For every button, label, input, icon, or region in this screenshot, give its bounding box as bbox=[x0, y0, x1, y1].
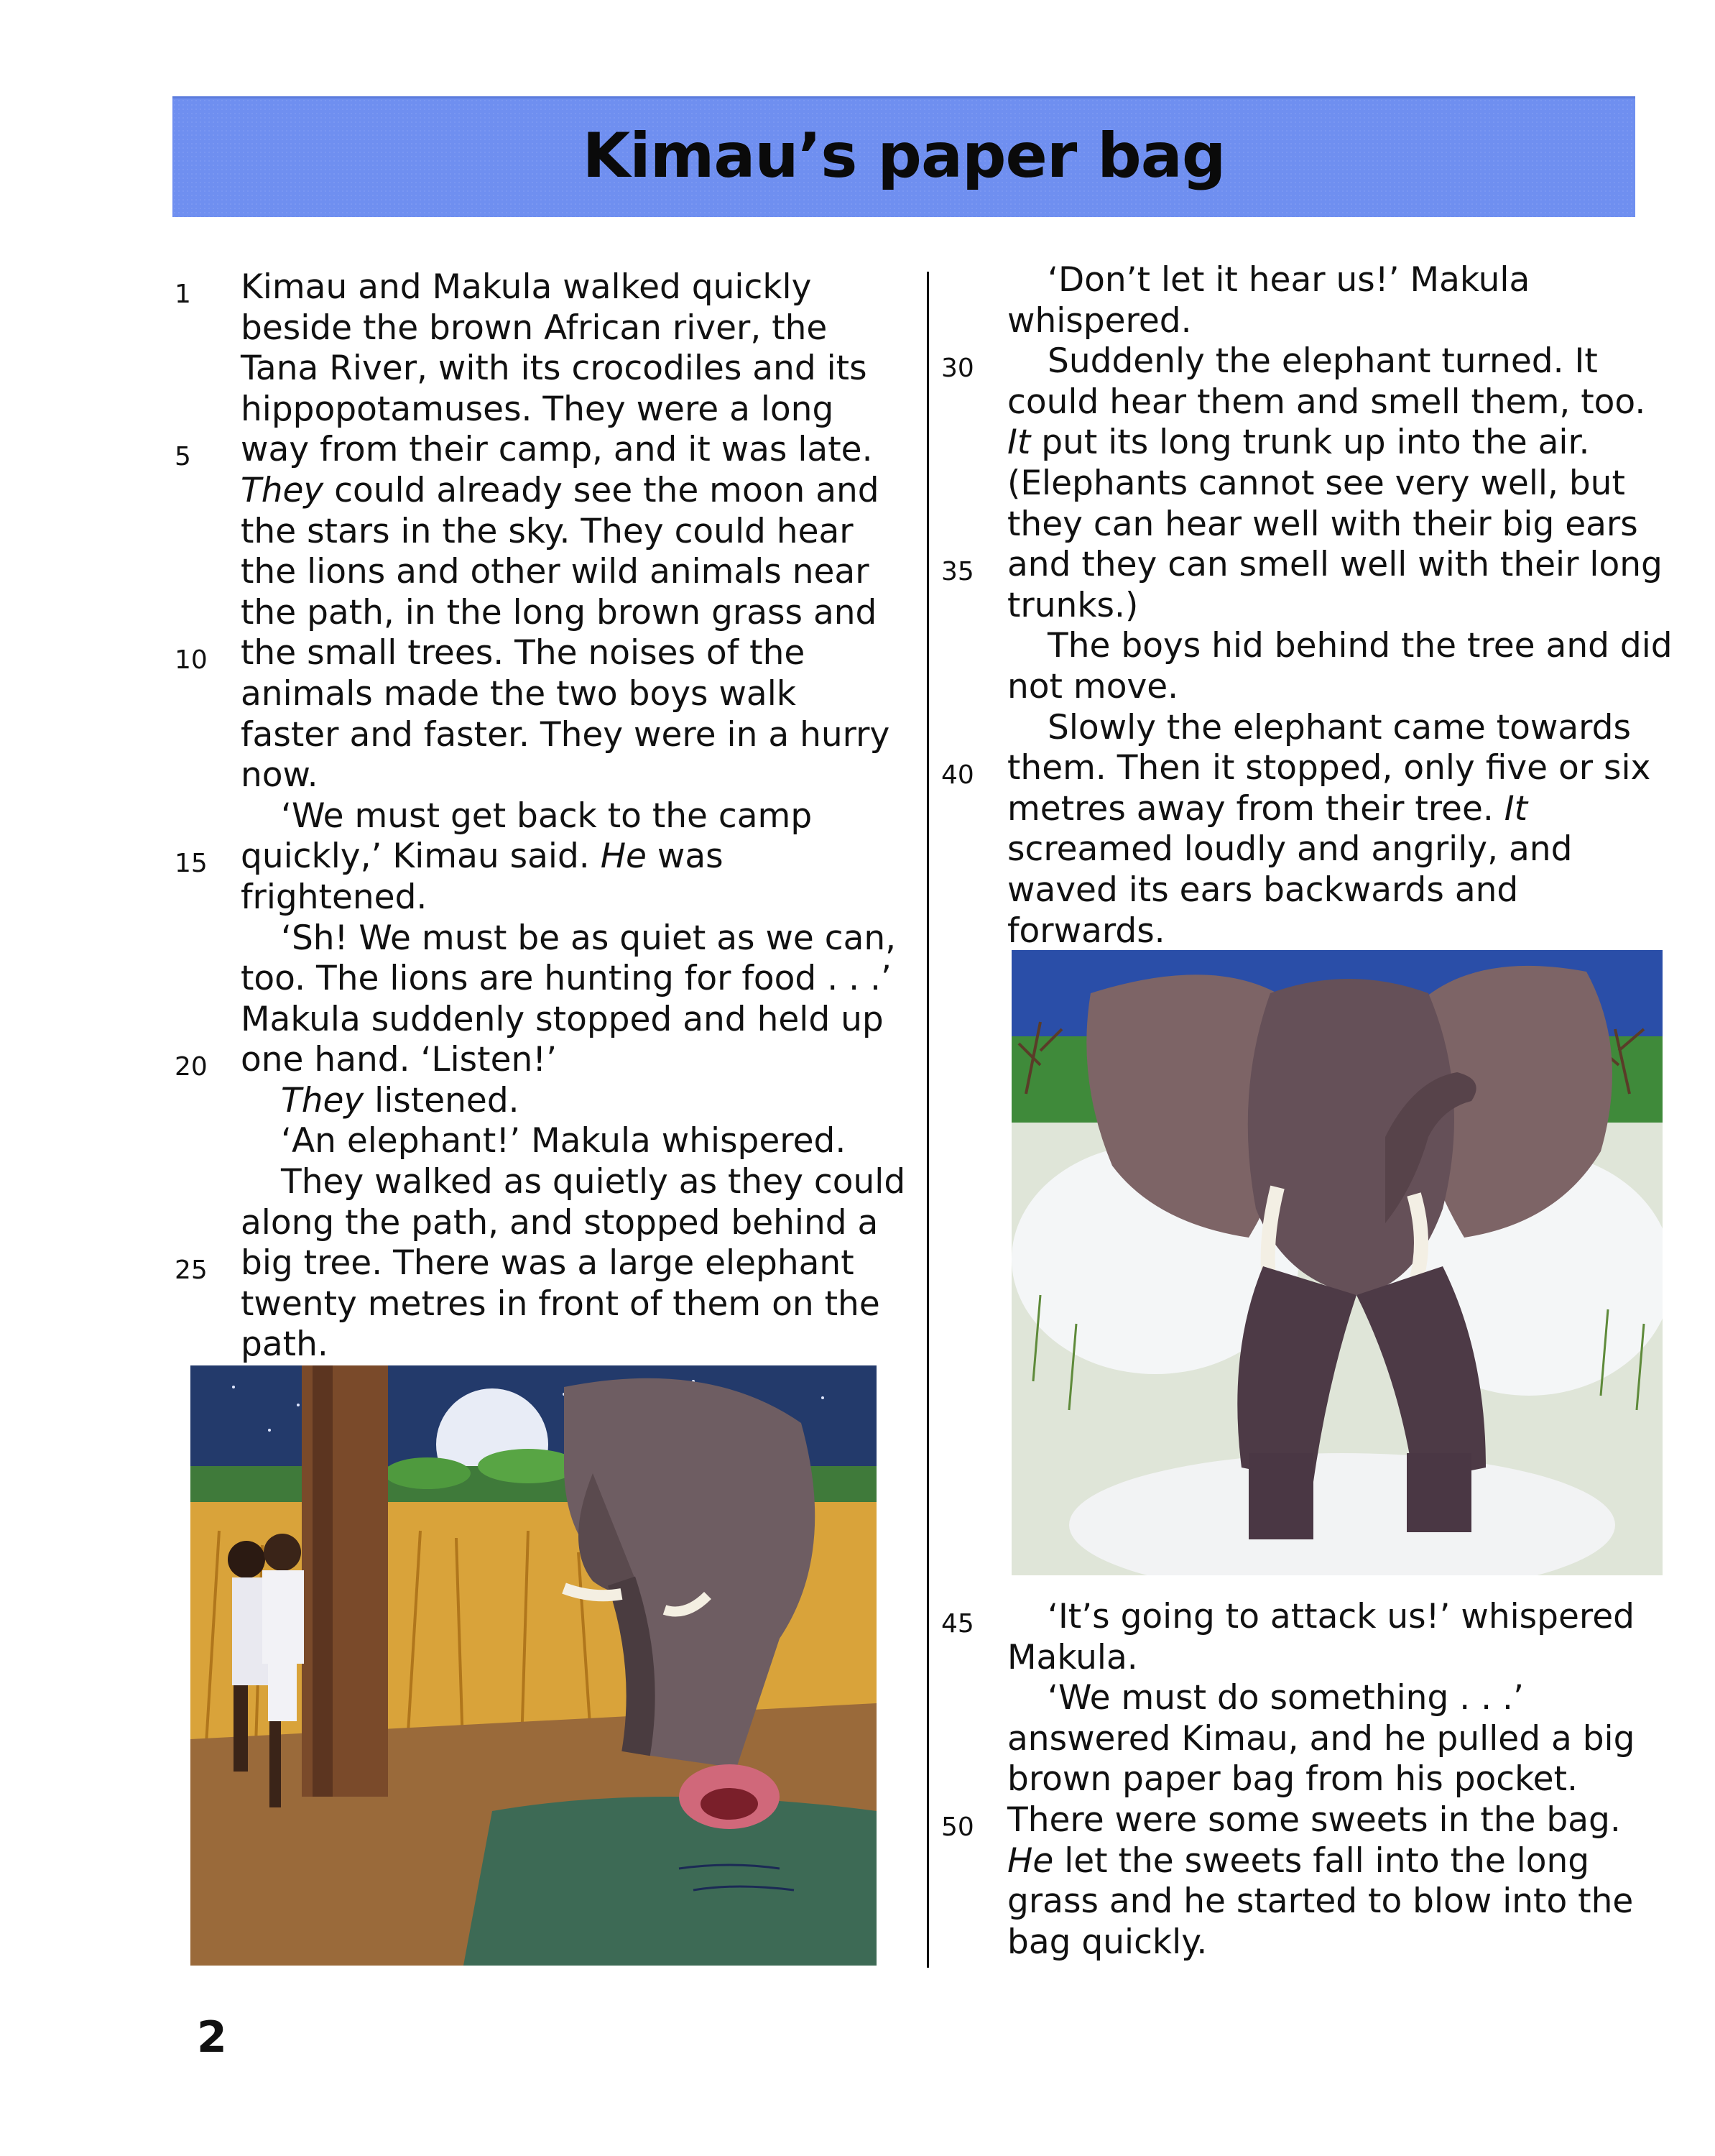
line-text: ‘We must do something . . .’ bbox=[1048, 1678, 1524, 1718]
line-text: faster and faster. They were in a hurry bbox=[241, 714, 890, 755]
text-line bbox=[183, 512, 902, 553]
text-line bbox=[183, 674, 902, 715]
text-line bbox=[950, 789, 1654, 830]
line-text: now. bbox=[241, 755, 318, 796]
line-text: Slowly the elephant came towards bbox=[1048, 707, 1631, 747]
line-text: He let the sweets fall into the long bbox=[1007, 1841, 1590, 1881]
line-text: path. bbox=[241, 1325, 328, 1365]
line-text: ‘Don’t let it hear us!’ Makula bbox=[1048, 260, 1530, 300]
line-text: grass and he started to blow into the bbox=[1007, 1881, 1634, 1922]
text-line bbox=[950, 1678, 1654, 1719]
line-text: and they can smell well with their long bbox=[1007, 545, 1663, 585]
text-line bbox=[950, 260, 1654, 301]
text-line bbox=[183, 715, 902, 756]
line-text: bag quickly. bbox=[1007, 1922, 1208, 1962]
text-line bbox=[183, 552, 902, 593]
text-line bbox=[950, 829, 1654, 870]
line-text: quickly,’ Kimau said. He was bbox=[241, 837, 724, 877]
text-line bbox=[950, 708, 1654, 749]
line-text: answered Kimau, and he pulled a big bbox=[1007, 1718, 1635, 1759]
line-text: the path, in the long brown grass and bbox=[241, 592, 877, 632]
text-line bbox=[950, 423, 1654, 464]
left-column bbox=[175, 267, 906, 1365]
line-text: brown paper bag from his pocket. bbox=[1007, 1759, 1578, 1800]
text-line bbox=[950, 586, 1654, 627]
line-text: whispered. bbox=[1007, 300, 1192, 341]
column-divider bbox=[927, 272, 929, 1968]
text-line bbox=[950, 1719, 1654, 1760]
line-text: There were some sweets in the bag. bbox=[1007, 1800, 1621, 1840]
line-text: Tana River, with its crocodiles and its bbox=[241, 349, 867, 389]
line-text: way from their camp, and it was late. bbox=[241, 430, 873, 470]
text-line bbox=[183, 1121, 902, 1162]
text-line bbox=[941, 1800, 1654, 1842]
line-text: Suddenly the elephant turned. It bbox=[1048, 341, 1598, 382]
line-text: Makula suddenly stopped and held up bbox=[241, 999, 884, 1039]
text-line bbox=[183, 1081, 902, 1122]
text-line bbox=[183, 1203, 902, 1244]
line-number: 20 bbox=[175, 1052, 208, 1082]
text-line bbox=[183, 796, 902, 837]
line-text: could hear them and smell them, too. bbox=[1007, 382, 1646, 422]
text-line bbox=[183, 308, 902, 349]
line-number: 5 bbox=[175, 442, 191, 472]
line-text: ‘Sh! We must be as quiet as we can, bbox=[281, 918, 897, 958]
line-text: not move. bbox=[1007, 666, 1179, 706]
line-text: along the path, and stopped behind a bbox=[241, 1202, 879, 1243]
text-line bbox=[950, 1922, 1654, 1963]
line-text: them. Then it stopped, only five or six bbox=[1007, 748, 1651, 788]
line-text: ‘We must get back to the camp bbox=[281, 796, 813, 836]
line-text: (Elephants cannot see very well, but bbox=[1007, 463, 1625, 503]
text-line bbox=[950, 505, 1654, 545]
line-text: waved its ears backwards and bbox=[1007, 870, 1519, 910]
text-line bbox=[950, 301, 1654, 342]
line-number: 30 bbox=[941, 354, 974, 384]
right-column-bottom bbox=[941, 1597, 1654, 1963]
text-line bbox=[183, 1000, 902, 1041]
text-line bbox=[950, 870, 1654, 911]
page-number: 2 bbox=[197, 2012, 227, 2063]
line-text: beside the brown African river, the bbox=[241, 308, 828, 348]
line-text: They walked as quietly as they could bbox=[281, 1162, 906, 1202]
text-line bbox=[183, 390, 902, 430]
line-number: 1 bbox=[175, 280, 191, 309]
text-line bbox=[183, 877, 902, 918]
text-line bbox=[183, 755, 902, 796]
line-text: animals made the two boys walk bbox=[241, 673, 796, 714]
line-text: Makula. bbox=[1007, 1637, 1138, 1677]
line-text: hippopotamuses. They were a long bbox=[241, 389, 834, 429]
text-line bbox=[950, 1638, 1654, 1679]
text-line bbox=[941, 1597, 1654, 1639]
line-text: trunks.) bbox=[1007, 585, 1139, 625]
line-number: 50 bbox=[941, 1812, 974, 1842]
line-text: ‘It’s going to attack us!’ whispered bbox=[1048, 1597, 1635, 1636]
text-line bbox=[941, 545, 1663, 587]
text-line bbox=[950, 667, 1654, 708]
text-line bbox=[183, 918, 902, 959]
line-text: the small trees. The noises of the bbox=[241, 633, 805, 673]
title-banner bbox=[172, 96, 1635, 217]
text-line bbox=[183, 471, 902, 512]
text-line bbox=[183, 349, 902, 390]
text-line bbox=[175, 1040, 902, 1082]
illustration-charging-elephant bbox=[1012, 950, 1663, 1575]
line-text: It put its long trunk up into the air. bbox=[1007, 423, 1590, 463]
page-title: Kimau’s paper bag bbox=[582, 120, 1226, 192]
line-text: Kimau and Makula walked quickly bbox=[241, 267, 812, 307]
text-line bbox=[175, 430, 902, 472]
line-number: 10 bbox=[175, 645, 208, 676]
illustration-boys-hiding bbox=[190, 1365, 877, 1966]
text-line bbox=[941, 748, 1654, 791]
text-line bbox=[183, 593, 902, 634]
text-line bbox=[175, 837, 902, 879]
line-text: screamed loudly and angrily, and bbox=[1007, 829, 1573, 870]
text-line bbox=[175, 1243, 902, 1286]
text-line bbox=[183, 1162, 906, 1203]
line-text: The boys hid behind the tree and did bbox=[1048, 626, 1673, 666]
line-text: They could already see the moon and bbox=[241, 470, 879, 510]
text-line bbox=[175, 267, 902, 309]
line-number: 15 bbox=[175, 849, 208, 879]
line-text: the lions and other wild animals near bbox=[241, 552, 869, 592]
line-text: the stars in the sky. They could hear bbox=[241, 511, 854, 551]
line-text: metres away from their tree. It bbox=[1007, 788, 1528, 829]
text-line bbox=[950, 1881, 1654, 1922]
text-line bbox=[175, 633, 902, 676]
text-line bbox=[950, 911, 1654, 952]
line-text: too. The lions are hunting for food . . .’ bbox=[241, 959, 892, 999]
line-text: they can hear well with their big ears bbox=[1007, 504, 1638, 544]
line-text: ‘An elephant!’ Makula whispered. bbox=[281, 1121, 846, 1161]
text-line bbox=[950, 1759, 1654, 1800]
line-text: big tree. There was a large elephant bbox=[241, 1243, 854, 1284]
line-text: They listened. bbox=[281, 1080, 519, 1120]
text-line bbox=[183, 959, 902, 1000]
text-line bbox=[183, 1284, 902, 1325]
text-line bbox=[950, 1841, 1654, 1882]
text-line bbox=[950, 382, 1654, 423]
line-text: frightened. bbox=[241, 877, 427, 917]
line-number: 45 bbox=[941, 1609, 974, 1639]
text-line bbox=[941, 341, 1654, 384]
text-line bbox=[950, 626, 1673, 667]
line-number: 35 bbox=[941, 557, 974, 587]
line-text: forwards. bbox=[1007, 911, 1165, 951]
line-number: 25 bbox=[175, 1256, 208, 1286]
right-column-top bbox=[941, 260, 1673, 952]
text-line bbox=[183, 1325, 902, 1365]
line-text: one hand. ‘Listen!’ bbox=[241, 1040, 558, 1080]
text-line bbox=[950, 464, 1654, 505]
line-number: 40 bbox=[941, 760, 974, 791]
line-text: twenty metres in front of them on the bbox=[241, 1284, 880, 1324]
